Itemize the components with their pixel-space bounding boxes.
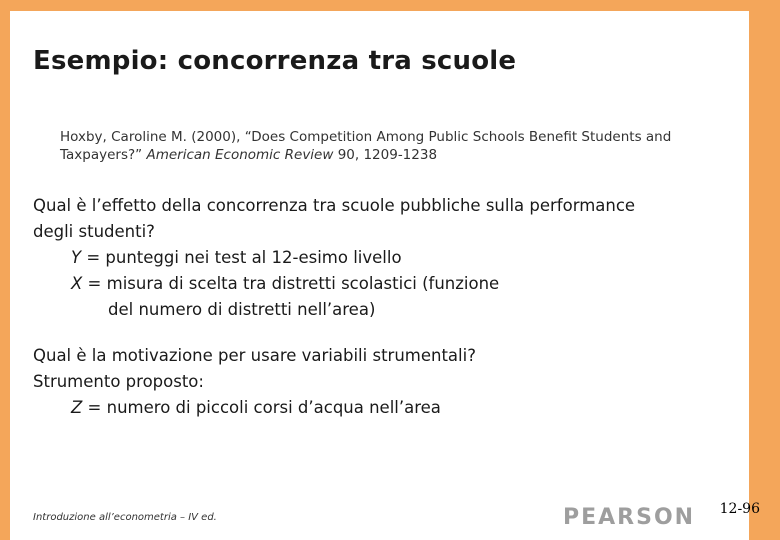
publisher-logo: PEARSON [563, 505, 696, 530]
x-definition-text: = misura di scelta tra distretti scolastici (funzione [82, 274, 500, 293]
instrument-block [33, 343, 476, 421]
y-definition-text: = punteggi nei test al 12-esimo livello [81, 248, 402, 267]
slide-title: Esempio: concorrenza tra scuole [33, 46, 517, 76]
page-number: 12-96 [719, 501, 760, 517]
citation-title-end: Taxpayers?” [60, 147, 147, 163]
footer-book-title: Introduzione all’econometria – IV ed. [33, 512, 217, 523]
x-definition-continued: del numero di distretti nell’area) [108, 300, 376, 319]
citation-line-2 [60, 146, 740, 164]
citation [60, 128, 740, 164]
x-definition [33, 271, 635, 297]
question-line-1: Qual è l’effetto della concorrenza tra scuole pubbliche sulla performance [33, 196, 636, 215]
slide [10, 11, 749, 540]
y-variable: Y [71, 248, 82, 267]
citation-line-1: Hoxby, Caroline M. (2000), “Does Competition Among Public Schools Benefit Students and [60, 129, 672, 145]
question-line-2: degli studenti? [33, 222, 155, 241]
citation-volume-pages: 90, 1209-1238 [333, 147, 438, 163]
z-definition-text: = numero di piccoli corsi d’acqua nell’area [82, 398, 441, 417]
instrument-line-1: Qual è la motivazione per usare variabili strumentali? [33, 346, 476, 365]
citation-journal: American Economic Review [146, 147, 334, 163]
y-definition [33, 245, 635, 271]
x-variable: X [71, 274, 83, 293]
z-variable: Z [71, 398, 83, 417]
instrument-line-2: Strumento proposto: [33, 372, 204, 391]
question-block [33, 193, 635, 323]
z-definition [33, 395, 476, 421]
